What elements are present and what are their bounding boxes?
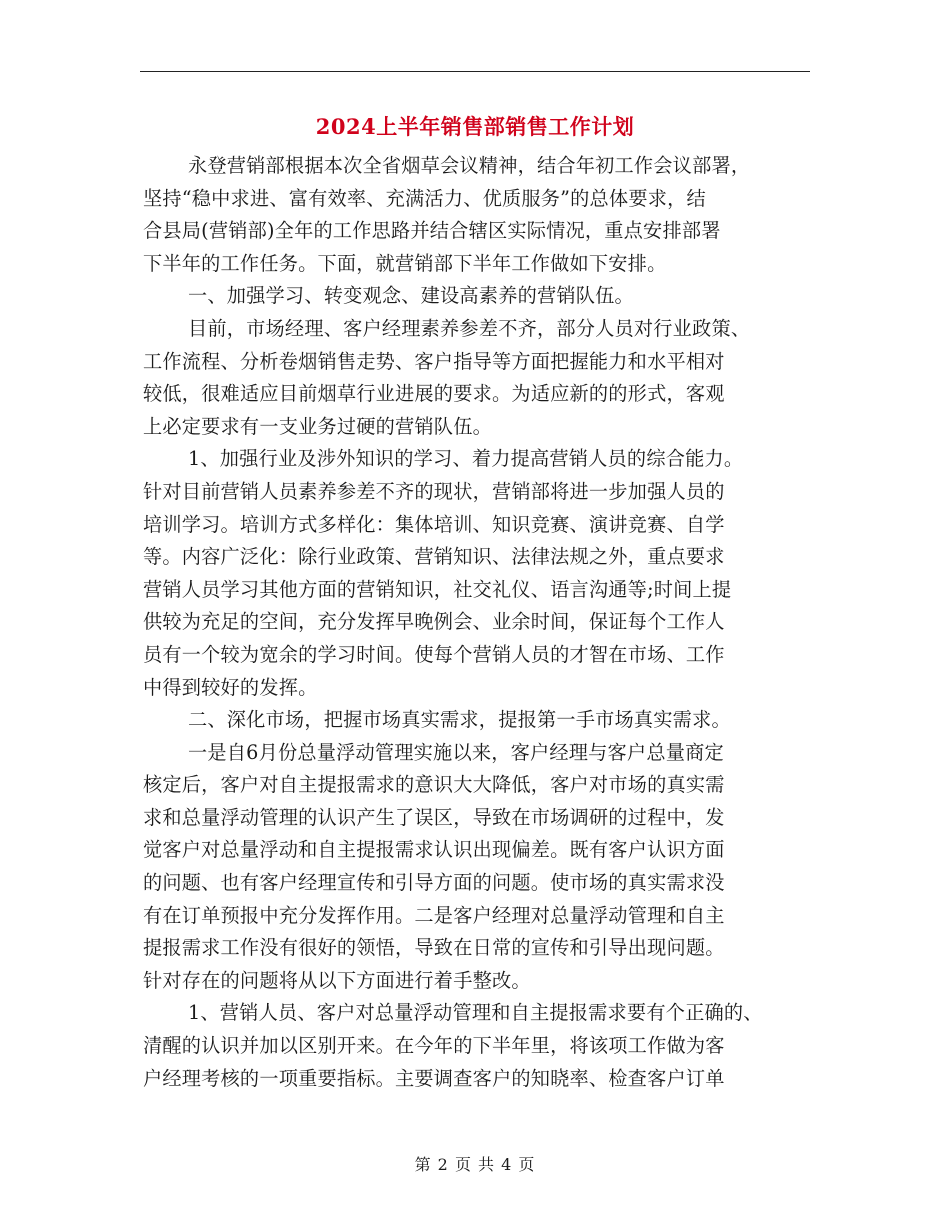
body-line: 等。内容广泛化：除行业政策、营销知识、法律法规之外，重点要求 [143,545,725,569]
body-line: 求和总量浮动管理的认识产生了误区，导致在市场调研的过程中，发 [143,805,725,829]
body-line: 目前，市场经理、客户经理素养参差不齐，部分人员对行业政策、 [188,316,751,340]
body-line: 有在订单预报中充分发挥作用。二是客户经理对总量浮动管理和自主 [143,903,725,927]
body-line: 营销人员学习其他方面的营销知识，社交礼仪、语言沟通等;时间上提 [143,577,732,601]
body-line: 觉客户对总量浮动和自主提报需求认识出现偏差。既有客户认识方面 [143,838,725,862]
body-line: 中得到较好的发挥。 [143,675,318,699]
body-line: 提报需求工作没有很好的领悟，导致在日常的宣传和引导出现问题。 [143,936,725,960]
body-line: 的问题、也有客户经理宣传和引导方面的问题。使市场的真实需求没 [143,871,725,895]
body-line: 上必定要求有一支业务过硬的营销队伍。 [143,414,492,438]
page-number-footer: 第 2 页 共 4 页 [414,1155,536,1174]
body-line: 下半年的工作任务。下面，就营销部下半年工作做如下安排。 [143,251,667,275]
document-title: 2024上半年销售部销售工作计划 [315,114,635,139]
body-line: 合县局(营销部)全年的工作思路并结合辖区实际情况，重点安排部署 [143,219,721,243]
body-line: 清醒的认识并加以区别开来。在今年的下半年里，将该项工作做为客 [143,1034,725,1058]
body-line: 二、深化市场，把握市场真实需求，提报第一手市场真实需求。 [188,708,731,732]
body-line: 一、加强学习、转变观念、建设高素养的营销队伍。 [188,284,634,308]
body-line: 户经理考核的一项重要指标。主要调查客户的知晓率、检查客户订单 [143,1066,725,1090]
document-body [143,150,823,1095]
body-line: 1、营销人员、客户对总量浮动管理和自主提报需求要有个正确的、 [188,1001,763,1025]
body-line: 永登营销部根据本次全省烟草会议精神，结合年初工作会议部署， [188,154,751,177]
body-line: 供较为充足的空间，充分发挥早晚例会、业余时间，保证每个工作人 [143,610,725,634]
body-line: 工作流程、分析卷烟销售走势、客户指导等方面把握能力和水平相对 [143,349,725,373]
body-line: 员有一个较为宽余的学习时间。使每个营销人员的才智在市场、工作 [143,642,725,666]
body-line: 针对目前营销人员素养参差不齐的现状，营销部将进一步加强人员的 [143,479,725,503]
body-line: 一是自6月份总量浮动管理实施以来，客户经理与客户总量商定 [188,740,724,764]
body-line: 1、加强行业及涉外知识的学习、着力提高营销人员的综合能力。 [188,447,744,471]
body-line: 较低，很难适应目前烟草行业进展的要求。为适应新的的形式，客观 [143,382,725,406]
body-line: 培训学习。培训方式多样化：集体培训、知识竞赛、演讲竞赛、自学 [143,512,725,536]
body-line: 坚持“稳中求进、富有效率、充满活力、优质服务”的总体要求，结 [143,186,706,210]
body-line: 核定后，客户对自主提报需求的意识大大降低，客户对市场的真实需 [143,773,725,797]
body-line: 针对存在的问题将从以下方面进行着手整改。 [143,968,531,992]
header-rule [140,71,810,72]
